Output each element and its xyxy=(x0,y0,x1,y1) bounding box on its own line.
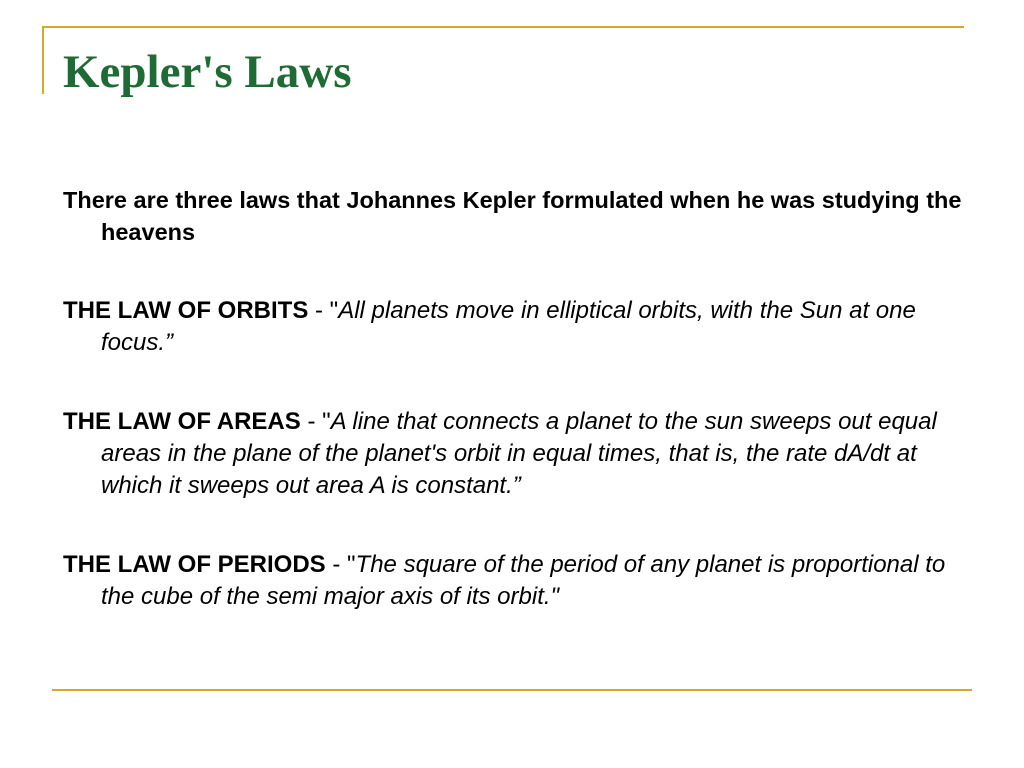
closing-quote: ” xyxy=(512,472,521,499)
closing-quote: ” xyxy=(165,329,174,356)
top-rule xyxy=(44,26,964,28)
law-of-periods xyxy=(63,549,968,613)
law-separator: - " xyxy=(308,297,339,324)
law-name: THE LAW OF ORBITS xyxy=(63,297,309,324)
intro-paragraph: There are three laws that Johannes Kepler formulated when he was studying the heavens xyxy=(63,187,962,245)
law-separator: - " xyxy=(300,408,331,435)
law-separator: - " xyxy=(325,551,356,578)
slide-body xyxy=(63,184,968,660)
left-rule xyxy=(42,26,44,94)
law-quote: A line that connects a planet to the sun sweeps out equal areas in the plane of the planet's orbit in equal times, that is, the rate dA/dt at which it sweeps out area A is constant. xyxy=(101,408,937,499)
law-quote: All planets move in elliptical orbits, with the Sun at one focus. xyxy=(101,297,916,356)
slide-title: Kepler's Laws xyxy=(63,46,352,98)
law-quote: The square of the period of any planet is proportional to the cube of the semi major axis of its orbit." xyxy=(101,551,946,610)
law-name: THE LAW OF AREAS xyxy=(63,408,301,435)
law-name: THE LAW OF PERIODS xyxy=(63,551,326,578)
bottom-rule xyxy=(52,689,972,691)
law-of-areas xyxy=(63,406,968,502)
law-of-orbits xyxy=(63,295,968,359)
